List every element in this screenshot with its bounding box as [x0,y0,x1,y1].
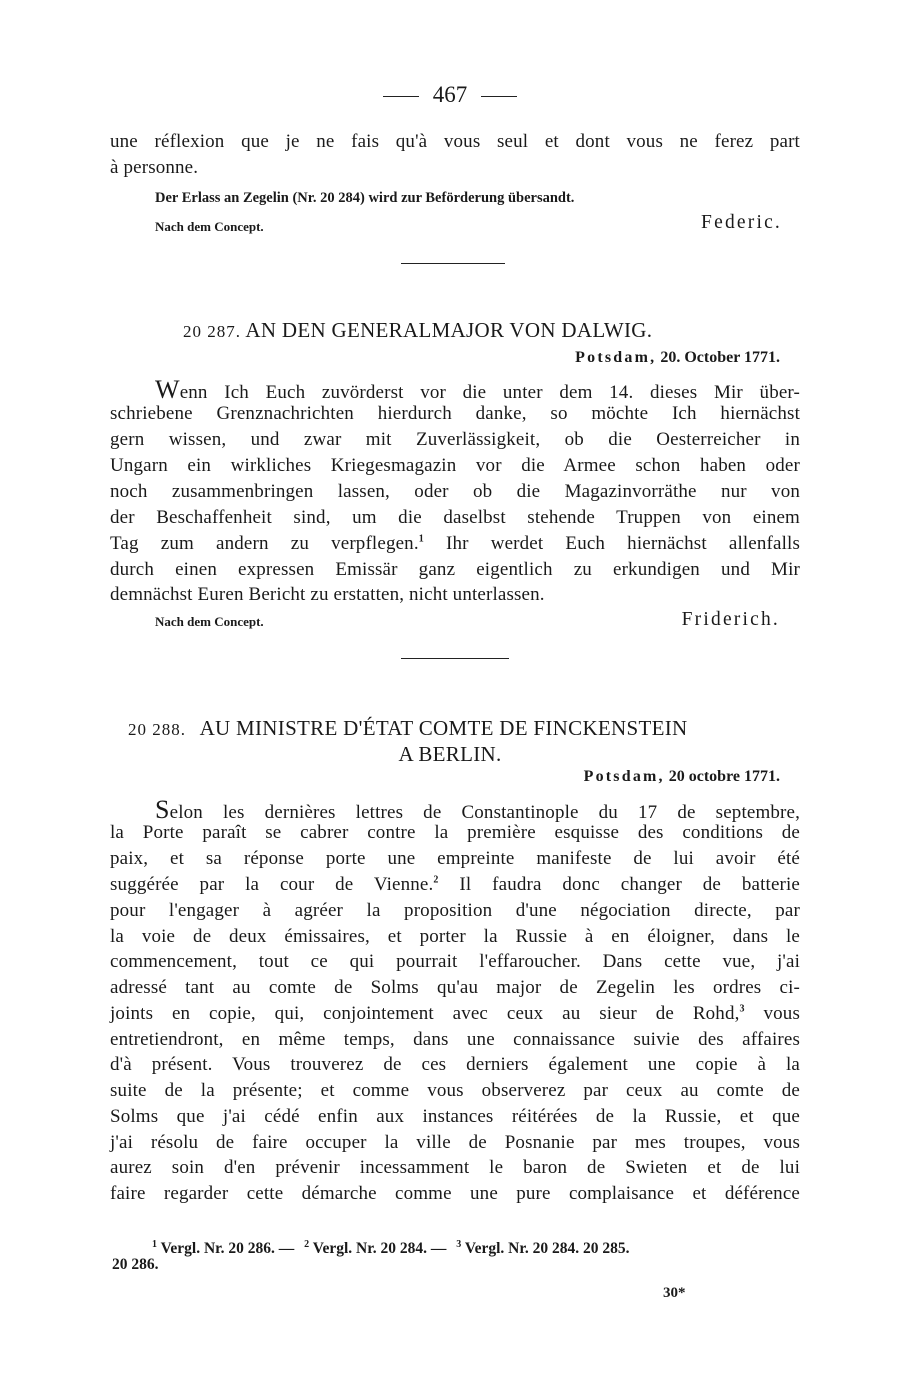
body-line: suite de la présente; et comme vous observerez par ceux au comte de [110,1080,800,1101]
letter-number: 20 287. [183,322,241,341]
body-line: noch zusammenbringen lassen, oder ob die Magazinvorräthe nur von [110,481,800,502]
body-line: adressé tant au comte de Solms qu'au major de Zegelin les ordres ci- [110,977,800,998]
body-line [110,1003,800,1025]
page-header [0,82,900,108]
body-line-text: joints en copie, qui, conjointement avec ceux au sieur de Rohd, [110,1003,740,1024]
letter-heading [128,716,688,741]
signature-mark: 30* [663,1285,686,1301]
body-line-text: suggérée par la cour de Vienne. [110,874,434,895]
body-line: Solms que j'ai cédé enfin aux instances réitérées de la Russie, et que [110,1106,800,1127]
body-line: paix, et sa réponse porte une empreinte manifeste de lui avoir été [110,848,800,869]
signature: Friderich. [681,609,780,630]
letter-heading [183,318,652,343]
body-line: gern wissen, und zwar mit Zuverlässigkeit, ob die Oesterreicher in [110,429,800,450]
body-line: commencement, tout ce qui pourrait l'effaroucher. Dans cette vue, j'ai [110,951,800,972]
footnote-ref: 3 [739,1003,745,1015]
dateline [584,768,780,786]
body-line: j'ai résolu de faire occuper la ville de Posnanie par mes troupes, vous [110,1132,800,1153]
body-line: faire regarder cette démarche comme une pure complaisance et déférence [110,1183,800,1204]
body-line: la Porte paraît se cabrer contre la première esquisse des conditions de [110,822,800,843]
body-line-text: vous [763,1003,800,1024]
body-line: entretiendront, en même temps, dans une connaissance suivie des affaires [110,1029,800,1050]
dateline-date: 20 octobre 1771. [668,768,780,785]
footnote-mark: 1 [152,1239,157,1250]
body-line-text: Tag zum andern zu verpflegen. [110,533,419,554]
section-rule [401,658,509,659]
body-line: durch einen expressen Emissär ganz eigentlich zu erkundigen und Mir [110,559,800,580]
dateline-place: Potsdam, [583,768,665,785]
body-line: la voie de deux émissaires, et porter la Russie à en éloigner, dans le [110,926,800,947]
body-line-text: Ihr werdet Euch hiernächst allenfalls [446,533,801,554]
source-note: Nach dem Concept. [155,219,264,234]
body-line: der Beschaffenheit sind, um die daselbst stehende Truppen von einem [110,507,800,528]
footnote-ref: 1 [418,533,424,545]
body-line: à personne. [110,157,199,178]
letter-title: AU MINISTRE D'ÉTAT COMTE DE FINCKENSTEIN [199,716,688,740]
footnote-mark: 3 [456,1239,462,1250]
drop-cap: W [155,375,180,404]
body-line: Ungarn ein wirkliches Kriegesmagazin vor die Armee schon haben oder [110,455,800,476]
footnote-text: Vergl. Nr. 20 284. — [312,1240,447,1258]
drop-cap: S [155,795,170,824]
body-line: d'à présent. Vous trouverez de ces derniers également une copie à la [110,1054,800,1075]
body-line: pour l'engager à agréer la proposition d'une négociation directe, par [110,900,800,921]
body-line-text: enn Ich Euch zuvörderst vor die unter dem 14. dieses Mir über- [179,382,800,403]
source-note: Nach dem Concept. [155,614,264,629]
letter-number: 20 288. [128,720,186,739]
footnote-ref: 2 [433,874,439,886]
footnote-text: Vergl. Nr. 20 286. — [160,1240,295,1258]
body-line: schriebene Grenznachrichten hierdurch danke, so möchte Ich hiernächst [110,403,800,424]
section-rule [401,263,505,264]
header-dash-right [481,96,517,97]
footnote-text: Vergl. Nr. 20 284. 20 285. [464,1240,630,1258]
letter-title: AN DEN GENERALMAJOR VON DALWIG. [245,318,653,342]
note-line: Der Erlass an Zegelin (Nr. 20 284) wird zur Beförderung übersandt. [155,190,575,206]
body-line-text: Il faudra donc changer de batterie [459,874,801,895]
dateline [575,349,780,367]
body-line: aurez soin d'en prévenir incessamment le baron de Swieten et de lui [110,1157,800,1178]
previous-reference: 20 286. [112,1256,159,1273]
footnotes-line [152,1239,629,1258]
page-number: 467 [432,82,468,107]
body-line [155,375,800,405]
body-line: une réflexion que je ne fais qu'à vous seul et dont vous ne ferez part [110,131,800,152]
body-line [110,874,800,896]
header-dash-left [383,96,419,97]
body-line [155,795,800,825]
body-line: demnächst Euren Bericht zu erstatten, nicht unterlassen. [110,584,545,605]
body-line [110,533,800,555]
dateline-date: 20. October 1771. [660,349,780,366]
letter-title-line2: A BERLIN. [398,742,502,766]
dateline-place: Potsdam, [575,349,657,366]
body-line-text: elon les dernières lettres de Constantinople du 17 de septembre, [169,802,800,823]
footnote-mark: 2 [304,1239,310,1250]
signature: Federic. [701,212,782,233]
